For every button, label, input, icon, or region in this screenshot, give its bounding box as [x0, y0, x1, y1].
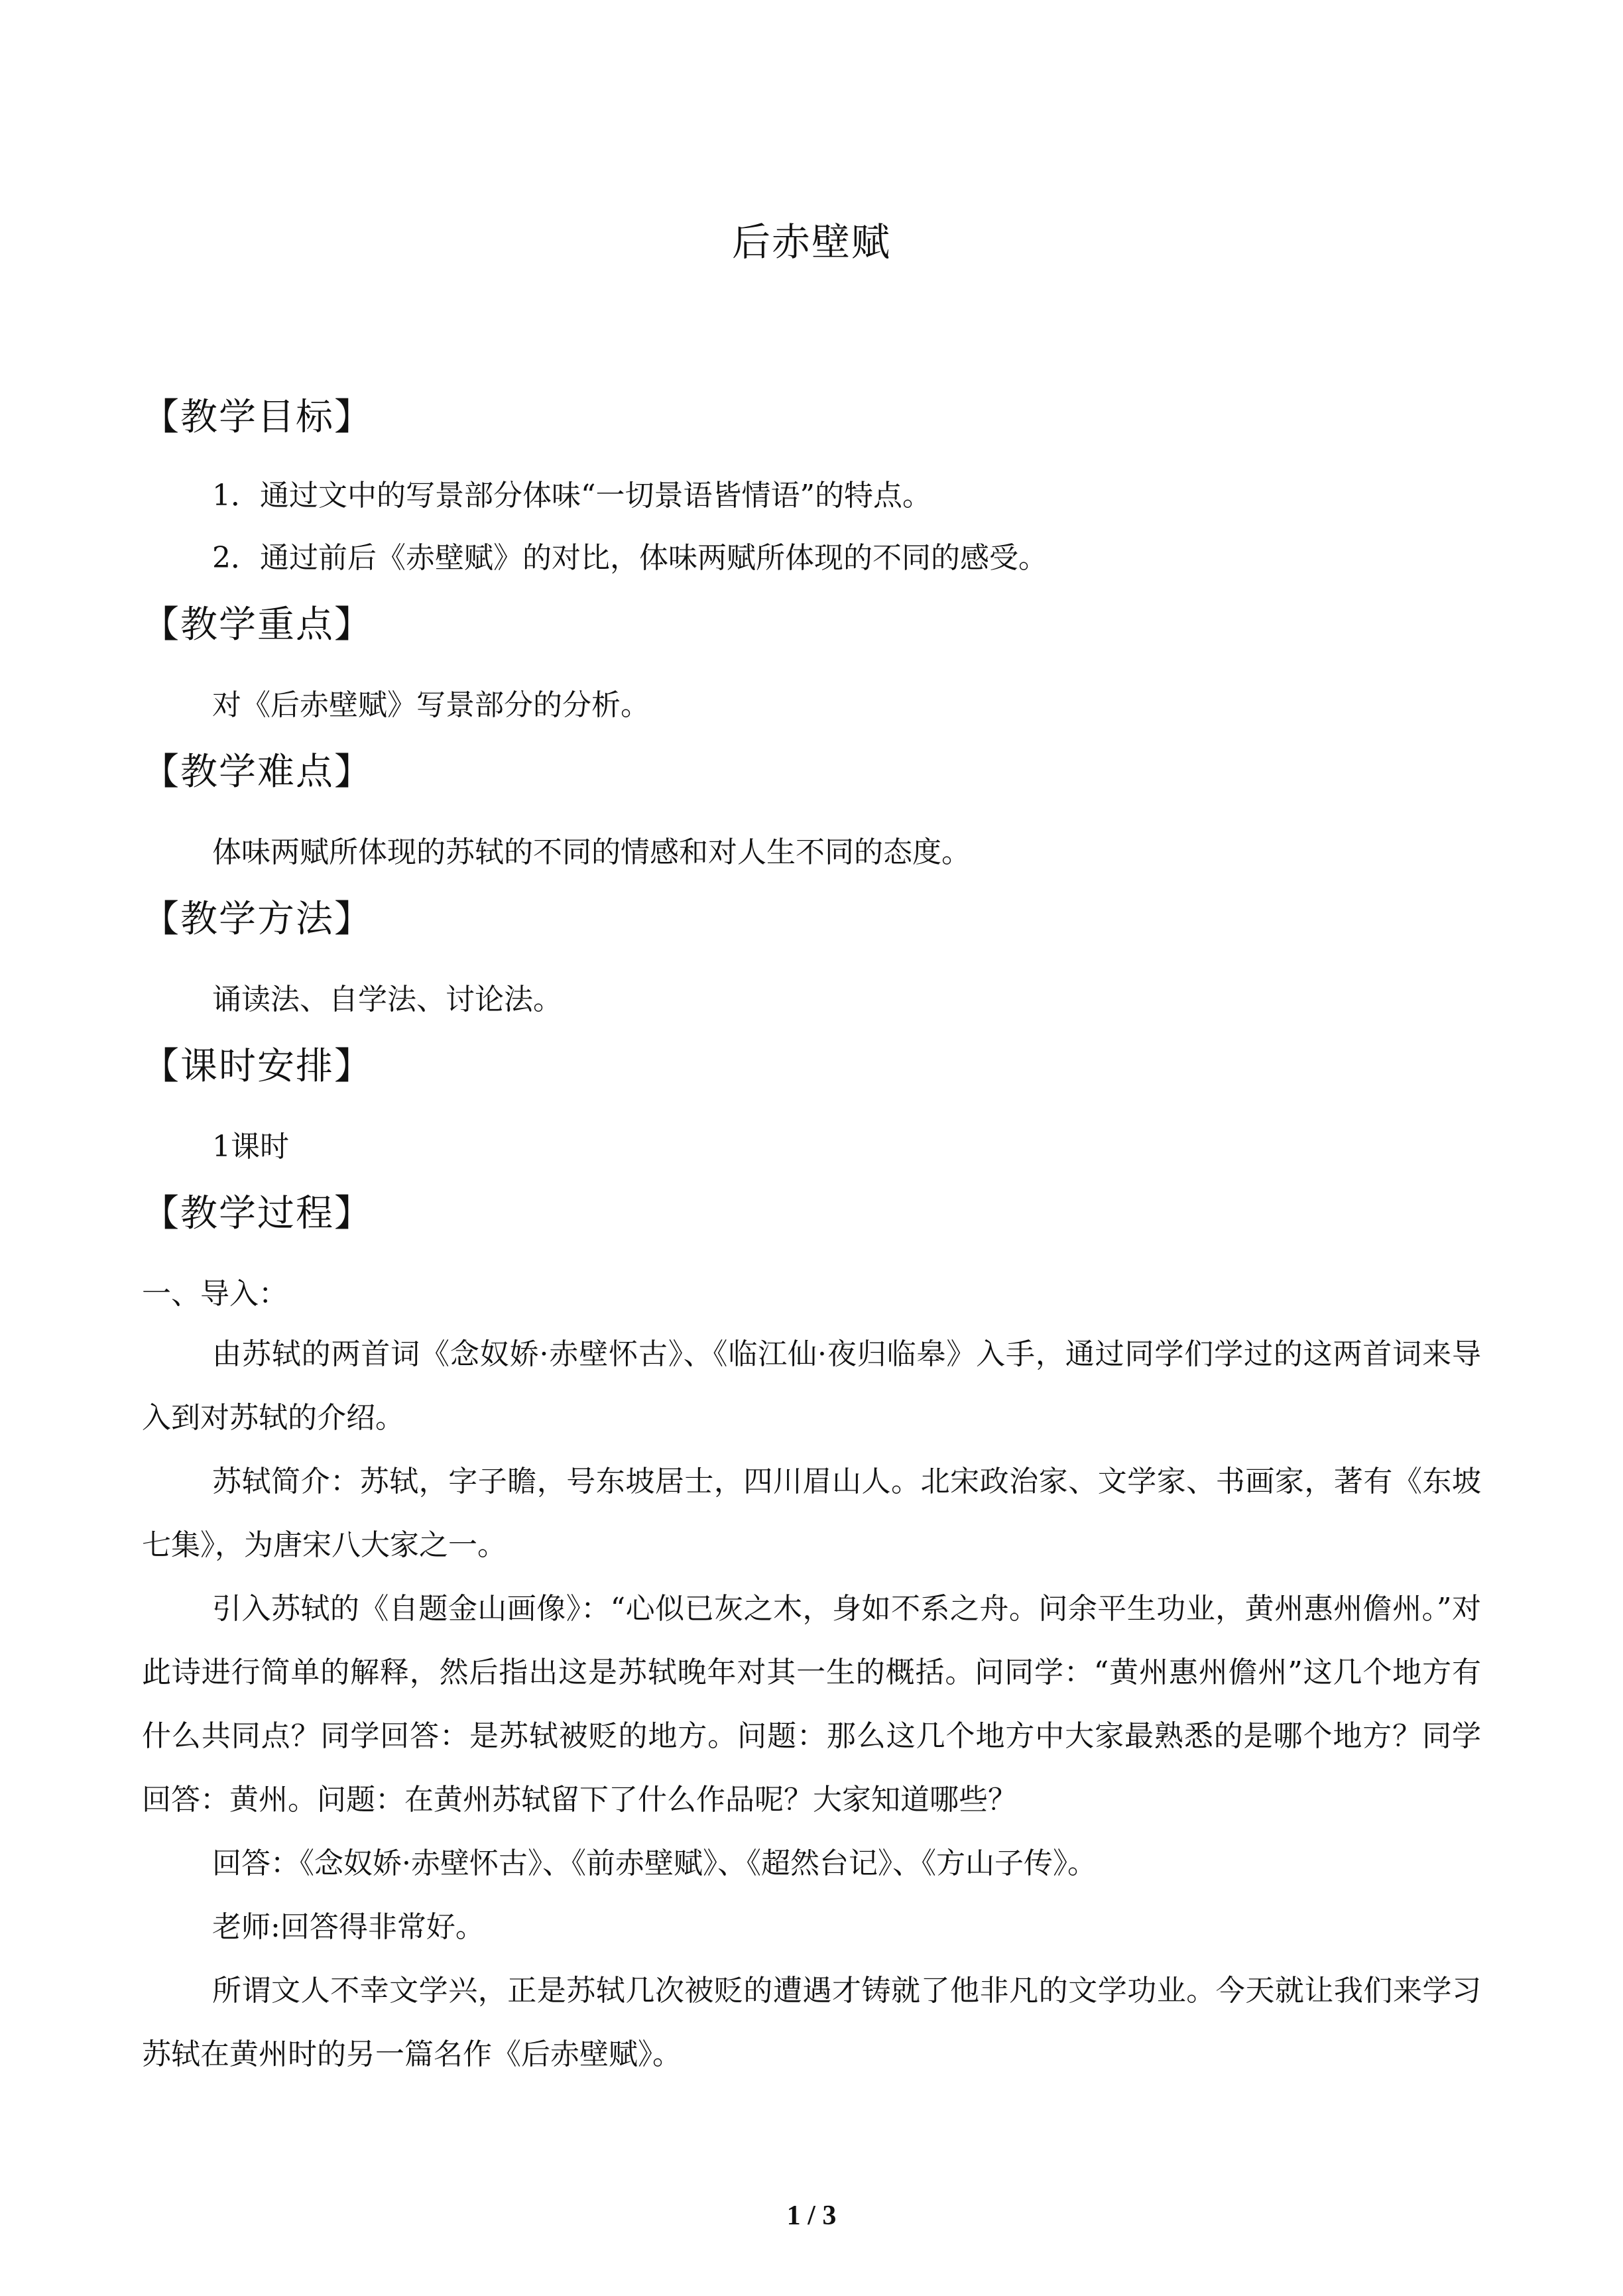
- process-paragraph-2: 苏轼简介：苏轼，字子瞻，号东坡居士，四川眉山人。北宋政治家、文学家、书画家，著有《东坡七集》，为唐宋八大家之一。: [142, 1465, 1481, 1562]
- heading-methods: 【教学方法】: [142, 898, 373, 941]
- schedule-text: 1课时: [212, 1130, 289, 1164]
- document-title: 后赤壁赋: [731, 219, 891, 265]
- heading-process: 【教学过程】: [142, 1192, 373, 1235]
- heading-key-points: 【教学重点】: [142, 603, 373, 646]
- difficulties-text: 体味两赋所体现的苏轼的不同的情感和对人生不同的态度。: [212, 835, 971, 869]
- process-paragraph-5: 老师:回答得非常好。: [212, 1910, 485, 1944]
- process-paragraph-1: 由苏轼的两首词《念奴娇·赤壁怀古》、《临江仙·夜归临皋》入手，通过同学们学过的这两首词来导入到对苏轼的介绍。: [142, 1337, 1481, 1435]
- heading-schedule: 【课时安排】: [142, 1045, 373, 1088]
- page-number: 1 / 3: [786, 2201, 837, 2231]
- objective-item-2: 2．通过前后《赤壁赋》的对比，体味两赋所体现的不同的感受。: [212, 541, 1048, 575]
- heading-objectives: 【教学目标】: [142, 396, 373, 439]
- methods-text: 诵读法、自学法、讨论法。: [212, 983, 562, 1016]
- process-paragraph-6: 所谓文人不幸文学兴，正是苏轼几次被贬的遭遇才铸就了他非凡的文学功业。今天就让我们来学习苏轼在黄州时的另一篇名作《后赤壁赋》。: [142, 1974, 1481, 2071]
- process-sub-heading: 一、导入：: [142, 1277, 288, 1311]
- objective-item-1: 1．通过文中的写景部分体味“一切景语皆情语”的特点。: [212, 479, 932, 513]
- process-paragraph-4: 回答：《念奴娇·赤壁怀古》、《前赤壁赋》、《超然台记》、《方山子传》。: [212, 1846, 1097, 1880]
- heading-difficulties: 【教学难点】: [142, 751, 373, 794]
- process-paragraph-3: 引入苏轼的《自题金山画像》：“心似已灰之木，身如不系之舟。问余平生功业，黄州惠州儋州。”对此诗进行简单的解释，然后指出这是苏轼晚年对其一生的概括。问同学：“黄州惠州儋州”这几个地方有什么共同点？同学回答：是苏轼被贬的地方。问题：那么这几个地方中大家最熟悉的是哪个地方？同学回答：黄州。问题：在黄州苏轼留下了什么作品呢？大家知道哪些？: [142, 1592, 1481, 1817]
- key-points-text: 对《后赤壁赋》写景部分的分析。: [212, 688, 650, 722]
